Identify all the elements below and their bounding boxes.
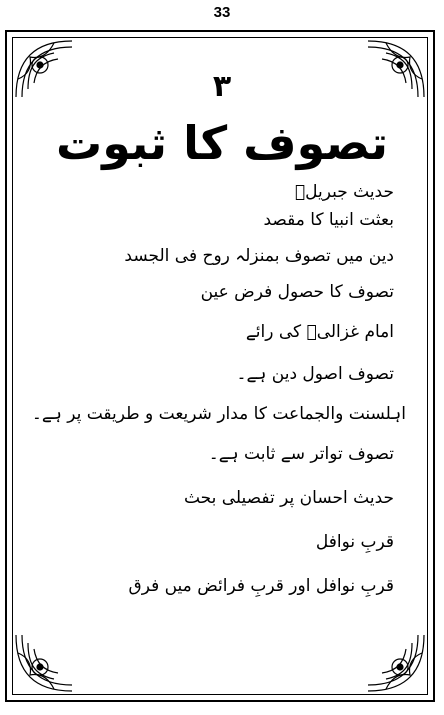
toc-item: تصوف کا حصول فرض عین (200, 282, 394, 302)
toc-item: حدیث احسان پر تفصیلی بحث (183, 488, 394, 508)
toc-item: تصوف تواتر سے ثابت ہے۔ (208, 444, 394, 464)
toc-item: قربِ نوافل (315, 532, 394, 552)
corner-ornament-icon (366, 633, 426, 693)
chapter-title: تصوف کا ثبوت (55, 116, 389, 170)
toc-item: امام غزالیؒ کی رائے (245, 322, 394, 342)
toc-item: تصوف اصول دین ہے۔ (236, 364, 394, 384)
toc-item: قربِ نوافل اور قربِ فرائض میں فرق (128, 576, 394, 596)
corner-ornament-icon (14, 633, 74, 693)
toc-item: حدیث جبریلؑ (294, 182, 394, 202)
page-number: 33 (213, 4, 231, 21)
toc-item: دین میں تصوف بمنزلہ روح فی الجسد (124, 246, 394, 266)
toc-item: بعثت انبیا کا مقصد (263, 210, 394, 230)
chapter-number: ۳ (212, 69, 232, 104)
toc-item: اہلسنت والجماعت کا مدار شریعت و طریقت پر ہے۔ (31, 404, 406, 424)
